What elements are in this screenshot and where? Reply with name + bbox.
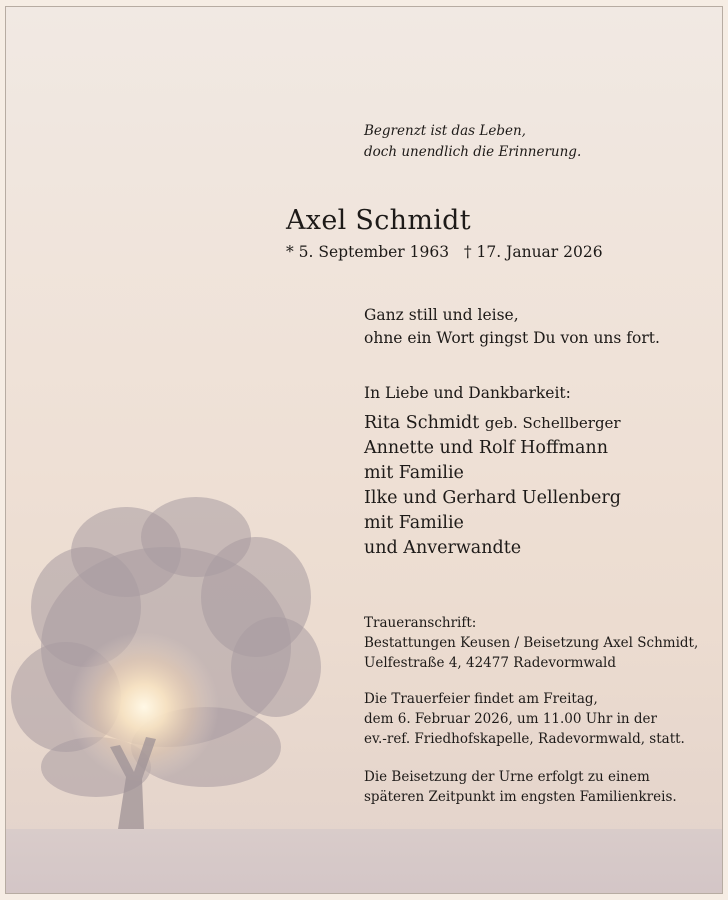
ceremony-line: dem 6. Februar 2026, um 11.00 Uhr in der bbox=[364, 711, 657, 727]
motto-line: doch unendlich die Erinnerung. bbox=[364, 144, 582, 160]
ceremony-info bbox=[364, 689, 685, 749]
ceremony-line: Die Trauerfeier findet am Freitag, bbox=[364, 691, 598, 707]
mourning-address bbox=[364, 613, 698, 673]
mourner-line: und Anverwandte bbox=[364, 538, 522, 558]
ceremony-line: ev.-ref. Friedhofskapelle, Radevormwald, statt. bbox=[364, 731, 685, 747]
mourner-name: Rita Schmidt bbox=[364, 413, 480, 433]
mourner-line: mit Familie bbox=[364, 513, 464, 533]
mourner-line: Ilke und Gerhard Uellenberg bbox=[364, 488, 621, 508]
deceased-name: Axel Schmidt bbox=[286, 205, 471, 236]
verse-line: ohne ein Wort gingst Du von uns fort. bbox=[364, 329, 660, 347]
birth-date: * 5. September 1963 bbox=[286, 243, 450, 261]
mourner-line: mit Familie bbox=[364, 463, 464, 483]
mourner-maiden-name: geb. Schellberger bbox=[484, 414, 621, 432]
verse bbox=[364, 304, 660, 350]
mourner-line: Annette und Rolf Hoffmann bbox=[364, 438, 608, 458]
verse-line: Ganz still und leise, bbox=[364, 306, 519, 324]
address-line: Uelfestraße 4, 42477 Radevormwald bbox=[364, 655, 616, 671]
burial-info bbox=[364, 767, 677, 807]
death-date: † 17. Januar 2026 bbox=[463, 243, 603, 261]
motto-line: Begrenzt ist das Leben, bbox=[364, 123, 526, 139]
life-dates bbox=[286, 242, 603, 262]
address-label: Traueranschrift: bbox=[364, 615, 477, 631]
burial-line: späteren Zeitpunkt im engsten Familienkreis. bbox=[364, 789, 677, 805]
burial-line: Die Beisetzung der Urne erfolgt zu einem bbox=[364, 769, 650, 785]
mourner-line bbox=[364, 411, 621, 436]
mourners-list bbox=[364, 411, 621, 561]
motto bbox=[364, 121, 581, 163]
obituary-card bbox=[5, 6, 723, 894]
address-line: Bestattungen Keusen / Beisetzung Axel Schmidt, bbox=[364, 635, 699, 651]
mourners-intro: In Liebe und Dankbarkeit: bbox=[364, 384, 571, 402]
